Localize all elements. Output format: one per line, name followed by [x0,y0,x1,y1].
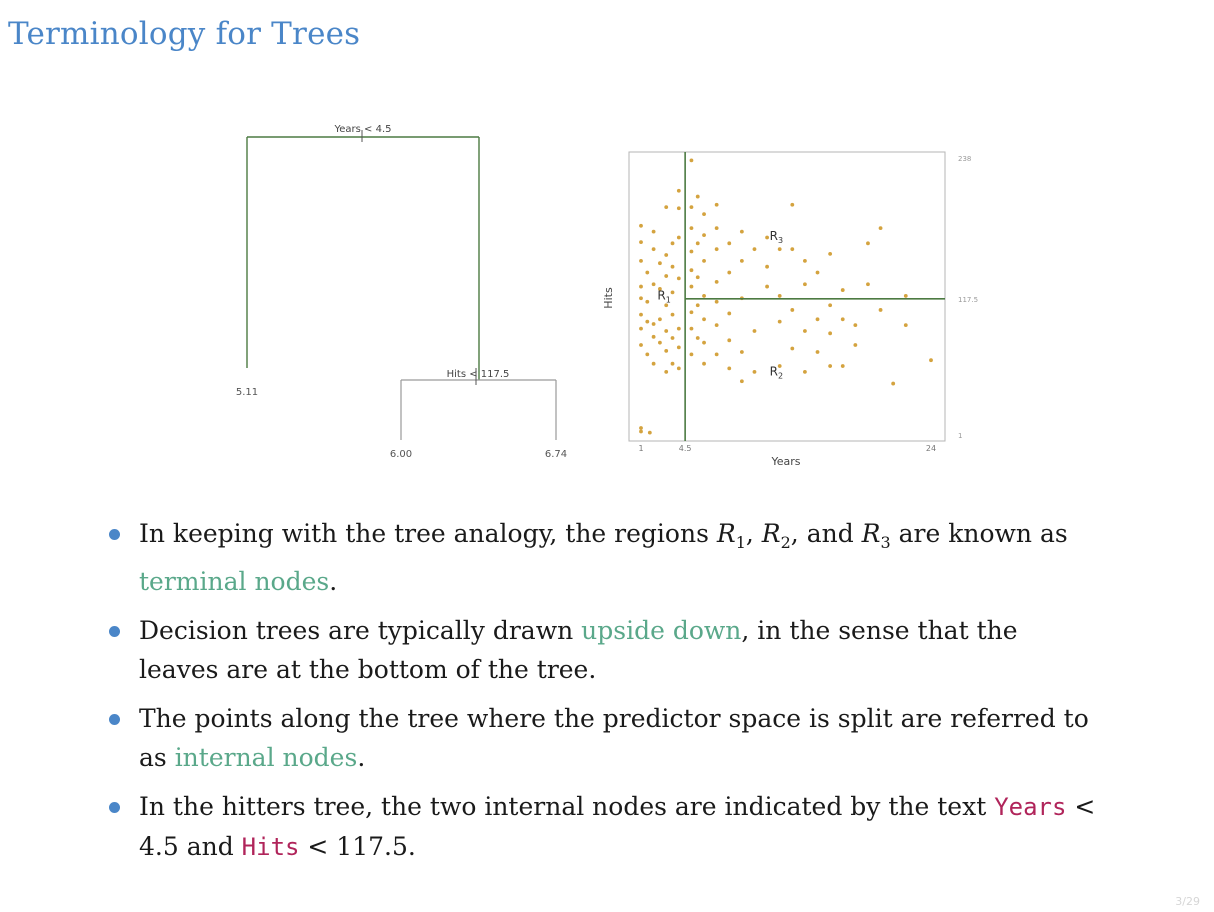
data-point [929,358,933,362]
data-point [702,362,706,366]
leaf-value: 6.74 [544,449,568,460]
data-point [740,350,744,354]
second-split-label: Hits < 117.5 [446,369,510,380]
data-point [727,312,731,316]
code-term: Hits [241,833,300,861]
data-point [639,224,643,228]
data-point [715,203,719,207]
data-point [639,343,643,347]
data-point [690,310,694,314]
page-number: 3/29 [1175,895,1200,908]
subtree-branches [401,380,556,440]
data-point [648,431,652,435]
data-point [841,364,845,368]
data-point [715,280,719,284]
partition-scatter-plot [590,140,990,475]
highlight-term: internal nodes [174,743,358,772]
data-point [677,206,681,210]
data-point [671,241,675,245]
region-labels [657,229,783,381]
data-point [790,347,794,351]
points-layer [639,158,933,434]
bullet-text: Decision trees are typically drawn [139,616,582,645]
data-point [677,236,681,240]
bullet-dot [109,626,120,637]
region-label: $R_3$ [769,228,784,245]
data-point [639,240,643,244]
bullet-item [104,611,1104,689]
bullet-item [104,514,1104,601]
data-point [816,317,820,321]
data-point [664,253,668,257]
data-point [853,343,857,347]
data-point [765,265,769,269]
y-axis-label: Hits [602,287,615,309]
data-point [740,259,744,263]
bullet-text: , in the sense that the leaves are at the bottom of the tree. [139,616,1018,684]
data-point [696,241,700,245]
root-split-label: Years < 4.5 [334,124,392,135]
data-point [879,226,883,230]
data-point [639,296,643,300]
data-point [639,430,643,434]
data-point [664,370,668,374]
data-point [715,300,719,304]
y-tick-label: 117.5 [958,295,979,304]
x-axis-label: Years [771,455,801,468]
data-point [765,285,769,289]
data-point [677,327,681,331]
data-point [803,329,807,333]
region-subscript: 1 [665,295,671,305]
data-point [664,349,668,353]
bullet-text: < 117.5. [299,832,416,861]
data-point [690,226,694,230]
data-point [639,313,643,317]
data-point [727,241,731,245]
data-point [639,327,643,331]
leaf-value: 6.00 [389,449,413,460]
data-point [671,291,675,295]
data-point [904,323,908,327]
data-point [690,327,694,331]
data-point [696,195,700,199]
data-point [904,294,908,298]
data-point [790,203,794,207]
math-symbol: R [861,519,881,548]
data-point [639,259,643,263]
data-point [715,247,719,251]
bullet-item [104,699,1104,777]
data-point [790,247,794,251]
data-point [652,282,656,286]
data-point [658,341,662,345]
data-point [652,322,656,326]
highlight-term: terminal nodes [139,567,330,596]
data-point [828,331,832,335]
data-point [671,313,675,317]
y-tick-label: 238 [958,155,972,163]
bullet-text: , and [790,519,862,548]
bullet-text: In keeping with the tree analogy, the regions [139,519,717,548]
data-point [664,205,668,209]
region-subscript: 3 [777,235,784,245]
data-point [702,317,706,321]
data-point [639,285,643,289]
leaf-value: 5.11 [235,387,259,398]
data-point [696,275,700,279]
data-point [765,236,769,240]
math-subscript: 1 [735,533,746,552]
data-point [702,212,706,216]
data-point [753,247,757,251]
data-point [778,294,782,298]
data-point [645,271,649,275]
data-point [803,282,807,286]
data-point [778,247,782,251]
data-point [727,366,731,370]
data-point [715,323,719,327]
data-point [652,247,656,251]
data-point [658,317,662,321]
data-point [727,271,731,275]
data-point [671,336,675,340]
region-label: $R_2$ [769,364,784,381]
data-point [740,379,744,383]
x-tick-label: 4.5 [678,444,692,453]
data-point [866,282,870,286]
data-point [645,320,649,324]
math-symbol: R [761,519,781,548]
data-point [696,303,700,307]
data-point [727,338,731,342]
data-point [790,308,794,312]
data-point [702,294,706,298]
bullet-dot [109,802,120,813]
bullet-item [104,787,1104,867]
bullet-dot [109,529,120,540]
data-point [866,241,870,245]
axis-ticks [638,155,978,453]
x-tick-label: 1 [638,444,644,453]
data-point [664,329,668,333]
bullet-dot [109,714,120,725]
data-point [702,259,706,263]
bullet-text: < 4.5 and [139,792,1096,861]
tree-branches [247,137,479,380]
data-point [690,268,694,272]
plot-frame [629,152,945,441]
data-point [677,276,681,280]
data-point [853,323,857,327]
data-point [841,288,845,292]
bullet-text: . [329,567,338,596]
data-point [690,352,694,356]
data-point [690,250,694,254]
data-point [671,265,675,269]
bullet-text: . [357,743,366,772]
slide-title: Terminology for Trees [8,16,361,52]
region-label: $R_1$ [657,288,671,305]
math-subscript: 3 [880,533,891,552]
data-point [891,382,895,386]
y-tick-label: 1 [958,432,963,440]
data-point [645,300,649,304]
bullet-list [104,514,1104,877]
data-point [715,352,719,356]
x-tick-label: 24 [925,444,937,453]
data-point [690,285,694,289]
data-point [828,364,832,368]
data-point [671,362,675,366]
data-point [652,335,656,339]
data-point [639,426,643,430]
highlight-term: upside down [581,616,742,645]
data-point [778,364,782,368]
data-point [715,226,719,230]
data-point [652,362,656,366]
bullet-text: In the hitters tree, the two internal nodes are indicated by the text [139,792,995,821]
math-subscript: 2 [780,533,791,552]
data-point [645,352,649,356]
data-point [753,370,757,374]
data-point [690,205,694,209]
data-point [753,329,757,333]
data-point [879,308,883,312]
code-term: Years [994,793,1067,821]
data-point [677,189,681,193]
decision-tree-diagram [200,110,580,470]
data-point [803,259,807,263]
data-point [702,233,706,237]
data-point [740,230,744,234]
bullet-text: The points along the tree where the predictor space is split are referred to as [139,704,1089,772]
data-point [816,271,820,275]
bullet-text: are known as [890,519,1068,548]
data-point [778,320,782,324]
data-point [677,366,681,370]
data-point [828,252,832,256]
math-symbol: R [716,519,736,548]
region-subscript: 2 [777,371,784,381]
data-point [696,336,700,340]
data-point [828,303,832,307]
data-point [664,274,668,278]
data-point [652,230,656,234]
data-point [816,350,820,354]
data-point [803,370,807,374]
data-point [658,261,662,265]
bullet-text: , [745,519,762,548]
data-point [702,341,706,345]
data-point [841,317,845,321]
data-point [690,158,694,162]
data-point [677,345,681,349]
